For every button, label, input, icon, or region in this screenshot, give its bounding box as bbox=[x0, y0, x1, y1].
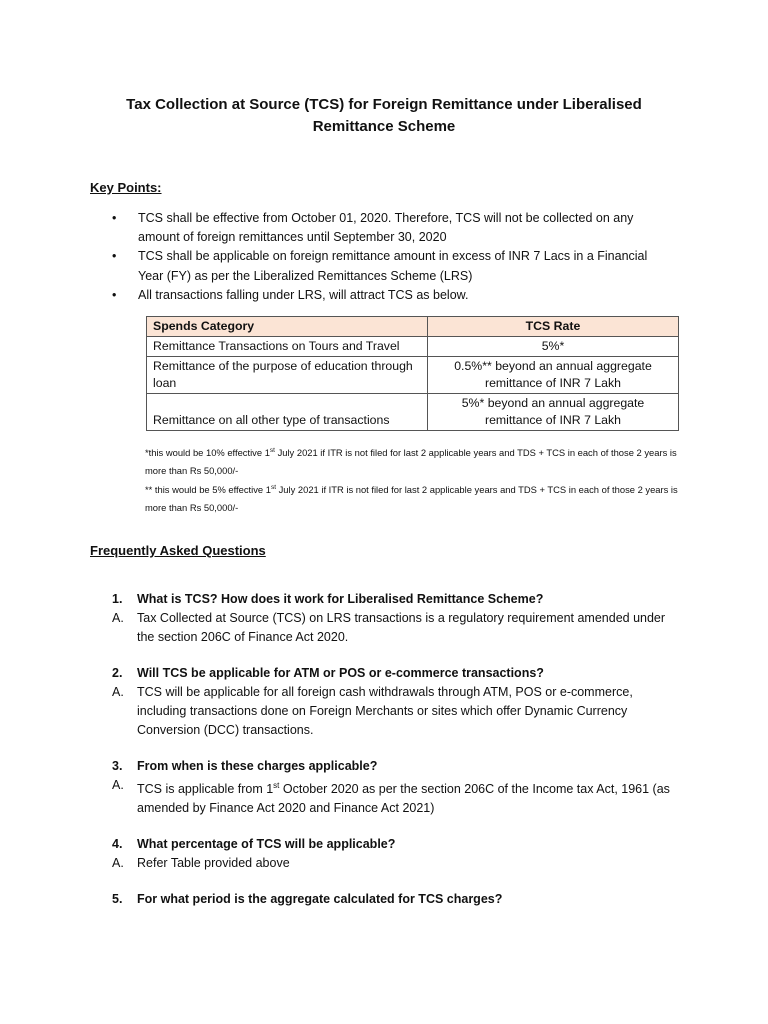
table-row bbox=[147, 394, 679, 431]
answer-text: Tax Collected at Source (TCS) on LRS transactions is a regulatory requirement amended under the section 206C of Finance Act 2020. bbox=[137, 611, 666, 644]
faq-item bbox=[112, 590, 672, 647]
answer-text: Refer Table provided above bbox=[137, 856, 290, 871]
key-point-text: TCS shall be effective from October 01, 2020. Therefore, TCS will not be collected on any amount of foreign remittances until September 30, 2020 bbox=[138, 211, 634, 245]
faq-question bbox=[112, 890, 672, 909]
answer-marker: A. bbox=[112, 611, 124, 625]
faq-heading: Frequently Asked Questions bbox=[90, 543, 266, 558]
footnote bbox=[145, 479, 685, 516]
key-point-text: All transactions falling under LRS, will attract TCS as below. bbox=[138, 287, 469, 302]
footnote-superscript: st bbox=[270, 484, 277, 492]
faq-question bbox=[112, 835, 672, 854]
question-number: 4. bbox=[112, 837, 123, 852]
faq-item bbox=[112, 664, 672, 740]
faq-list bbox=[112, 590, 672, 926]
footnote-text: *this would be 10% effective 1 bbox=[145, 447, 270, 459]
table-cell-category: Remittance of the purpose of education through loan bbox=[147, 357, 428, 394]
answer-superscript: st bbox=[273, 781, 280, 790]
key-point-item bbox=[112, 209, 672, 247]
footnote-text: ** this would be 5% effective 1 bbox=[145, 484, 271, 496]
faq-answer bbox=[112, 776, 672, 818]
faq-question bbox=[112, 757, 672, 776]
table-row bbox=[147, 337, 679, 357]
bullet-icon: • bbox=[112, 287, 117, 302]
faq-answer bbox=[112, 683, 672, 740]
question-number: 3. bbox=[112, 759, 123, 773]
footnote bbox=[145, 442, 685, 479]
question-number: 5. bbox=[112, 892, 123, 907]
footnote-text: July 2021 if ITR is not filed for last 2 applicable years and TDS + TCS in each of those 2 years is more than Rs 50,000/- bbox=[145, 484, 678, 513]
faq-item bbox=[112, 835, 672, 873]
answer-marker: A. bbox=[112, 778, 124, 792]
question-text: From when is these charges applicable? bbox=[137, 759, 378, 773]
faq-item bbox=[112, 890, 672, 909]
key-point-item bbox=[112, 247, 672, 285]
answer-marker: A. bbox=[112, 856, 124, 871]
footnote-text: July 2021 if ITR is not filed for last 2 applicable years and TDS + TCS in each of those 2 years is more than Rs 50,000/- bbox=[145, 447, 677, 476]
table-cell-category: Remittance Transactions on Tours and Travel bbox=[147, 337, 428, 357]
question-text: Will TCS be applicable for ATM or POS or e-commerce transactions? bbox=[137, 666, 544, 680]
table-footnotes bbox=[145, 442, 685, 516]
bullet-icon: • bbox=[112, 249, 117, 264]
document-title: Tax Collection at Source (TCS) for Foreign Remittance under Liberalised Remittance Scheme bbox=[126, 96, 642, 135]
tcs-rate-table bbox=[146, 316, 679, 431]
question-text: What is TCS? How does it work for Liberalised Remittance Scheme? bbox=[137, 592, 544, 606]
question-text: What percentage of TCS will be applicable? bbox=[137, 837, 396, 852]
header-spends-category: Spends Category bbox=[147, 317, 428, 337]
table-cell-rate: 5%* bbox=[428, 337, 679, 357]
faq-answer bbox=[112, 854, 672, 873]
faq-question bbox=[112, 664, 672, 683]
faq-question bbox=[112, 590, 672, 609]
answer-marker: A. bbox=[112, 685, 124, 699]
answer-text: TCS is applicable from 1 bbox=[137, 782, 274, 797]
bullet-icon: • bbox=[112, 211, 117, 225]
answer-text: October 2020 as per the section 206C of the Income tax Act, 1961 (as amended by Finance Act 2020 and Finance Act 2021) bbox=[137, 782, 670, 816]
question-text: For what period is the aggregate calculated for TCS charges? bbox=[137, 892, 503, 907]
footnote-superscript: st bbox=[269, 447, 275, 454]
key-point-item bbox=[112, 286, 672, 305]
question-number: 1. bbox=[112, 592, 123, 606]
table-cell-category: Remittance on all other type of transactions bbox=[147, 394, 428, 431]
faq-item bbox=[112, 757, 672, 818]
key-points-heading: Key Points: bbox=[90, 180, 162, 195]
table-cell-rate: 5%* beyond an annual aggregate remittance of INR 7 Lakh bbox=[428, 394, 679, 431]
answer-text: TCS will be applicable for all foreign cash withdrawals through ATM, POS or e-commerce, including transactions done on Foreign Merchants or sites which offer Dynamic Currency Conversion (DCC) transactions. bbox=[137, 685, 633, 737]
table-row bbox=[147, 357, 679, 394]
header-tcs-rate: TCS Rate bbox=[428, 317, 679, 337]
table-header-row bbox=[147, 317, 679, 337]
faq-answer bbox=[112, 609, 672, 647]
table-cell-rate: 0.5%** beyond an annual aggregate remittance of INR 7 Lakh bbox=[428, 357, 679, 394]
key-points-list bbox=[112, 209, 672, 305]
question-number: 2. bbox=[112, 666, 123, 680]
key-point-text: TCS shall be applicable on foreign remittance amount in excess of INR 7 Lacs in a Financial Year (FY) as per the Liberalized Remittances Scheme (LRS) bbox=[138, 249, 648, 283]
